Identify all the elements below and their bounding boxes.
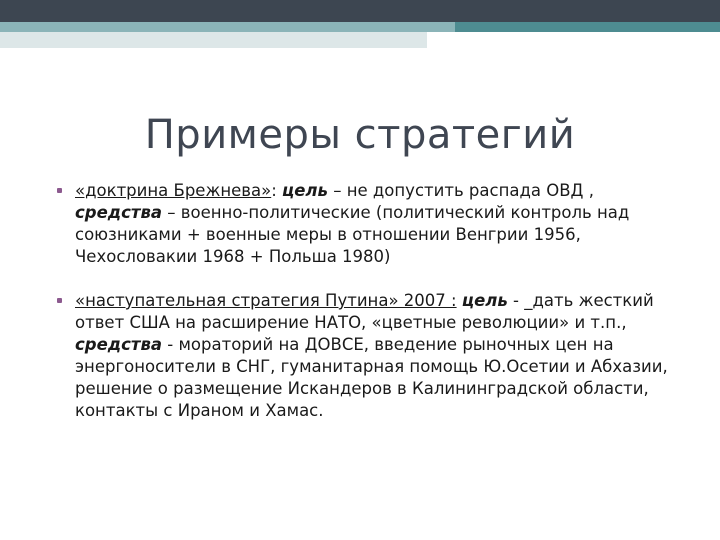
means-text: - мораторий на ДОВСЕ, введение рыночных цен на энергоносители в СНГ, гуманитарная помощь Ю.Осетии и Абхазии, решение о размещение Искандеров в Калининградской области, контакты с Ираном и Хамас. (75, 335, 668, 420)
header-band-dark (0, 0, 720, 22)
goal-text: - _дать жесткий ответ США на расширение НАТО, «цветные революции» и т.п., (75, 291, 654, 332)
means-label: средства (75, 203, 163, 222)
bullet-list (55, 180, 680, 422)
bullet-separator: : (271, 181, 283, 200)
bullet-lead: «наступательная стратегия Путина» 2007 : (75, 291, 457, 310)
bullet-item-brezhnev (55, 180, 680, 268)
goal-text: – не допустить распада ОВД , (327, 181, 594, 200)
slide-title: Примеры стратегий (144, 112, 576, 158)
means-text: – военно-политические (политический контроль над союзниками + военные меры в отношении Венгрии 1956, Чехословакии 1968 + Польша 1980) (75, 203, 630, 266)
bullet-lead: «доктрина Брежнева» (75, 181, 272, 200)
bullet-marker-icon (57, 298, 62, 303)
means-label: средства (75, 335, 163, 354)
header-band-teal-light (0, 22, 455, 32)
bullet-item-putin (55, 290, 680, 422)
goal-label: цель (461, 291, 508, 310)
goal-label: цель (282, 181, 328, 200)
bullet-marker-icon (57, 188, 62, 193)
header-band-teal (455, 22, 720, 32)
header-band-light (0, 32, 427, 48)
